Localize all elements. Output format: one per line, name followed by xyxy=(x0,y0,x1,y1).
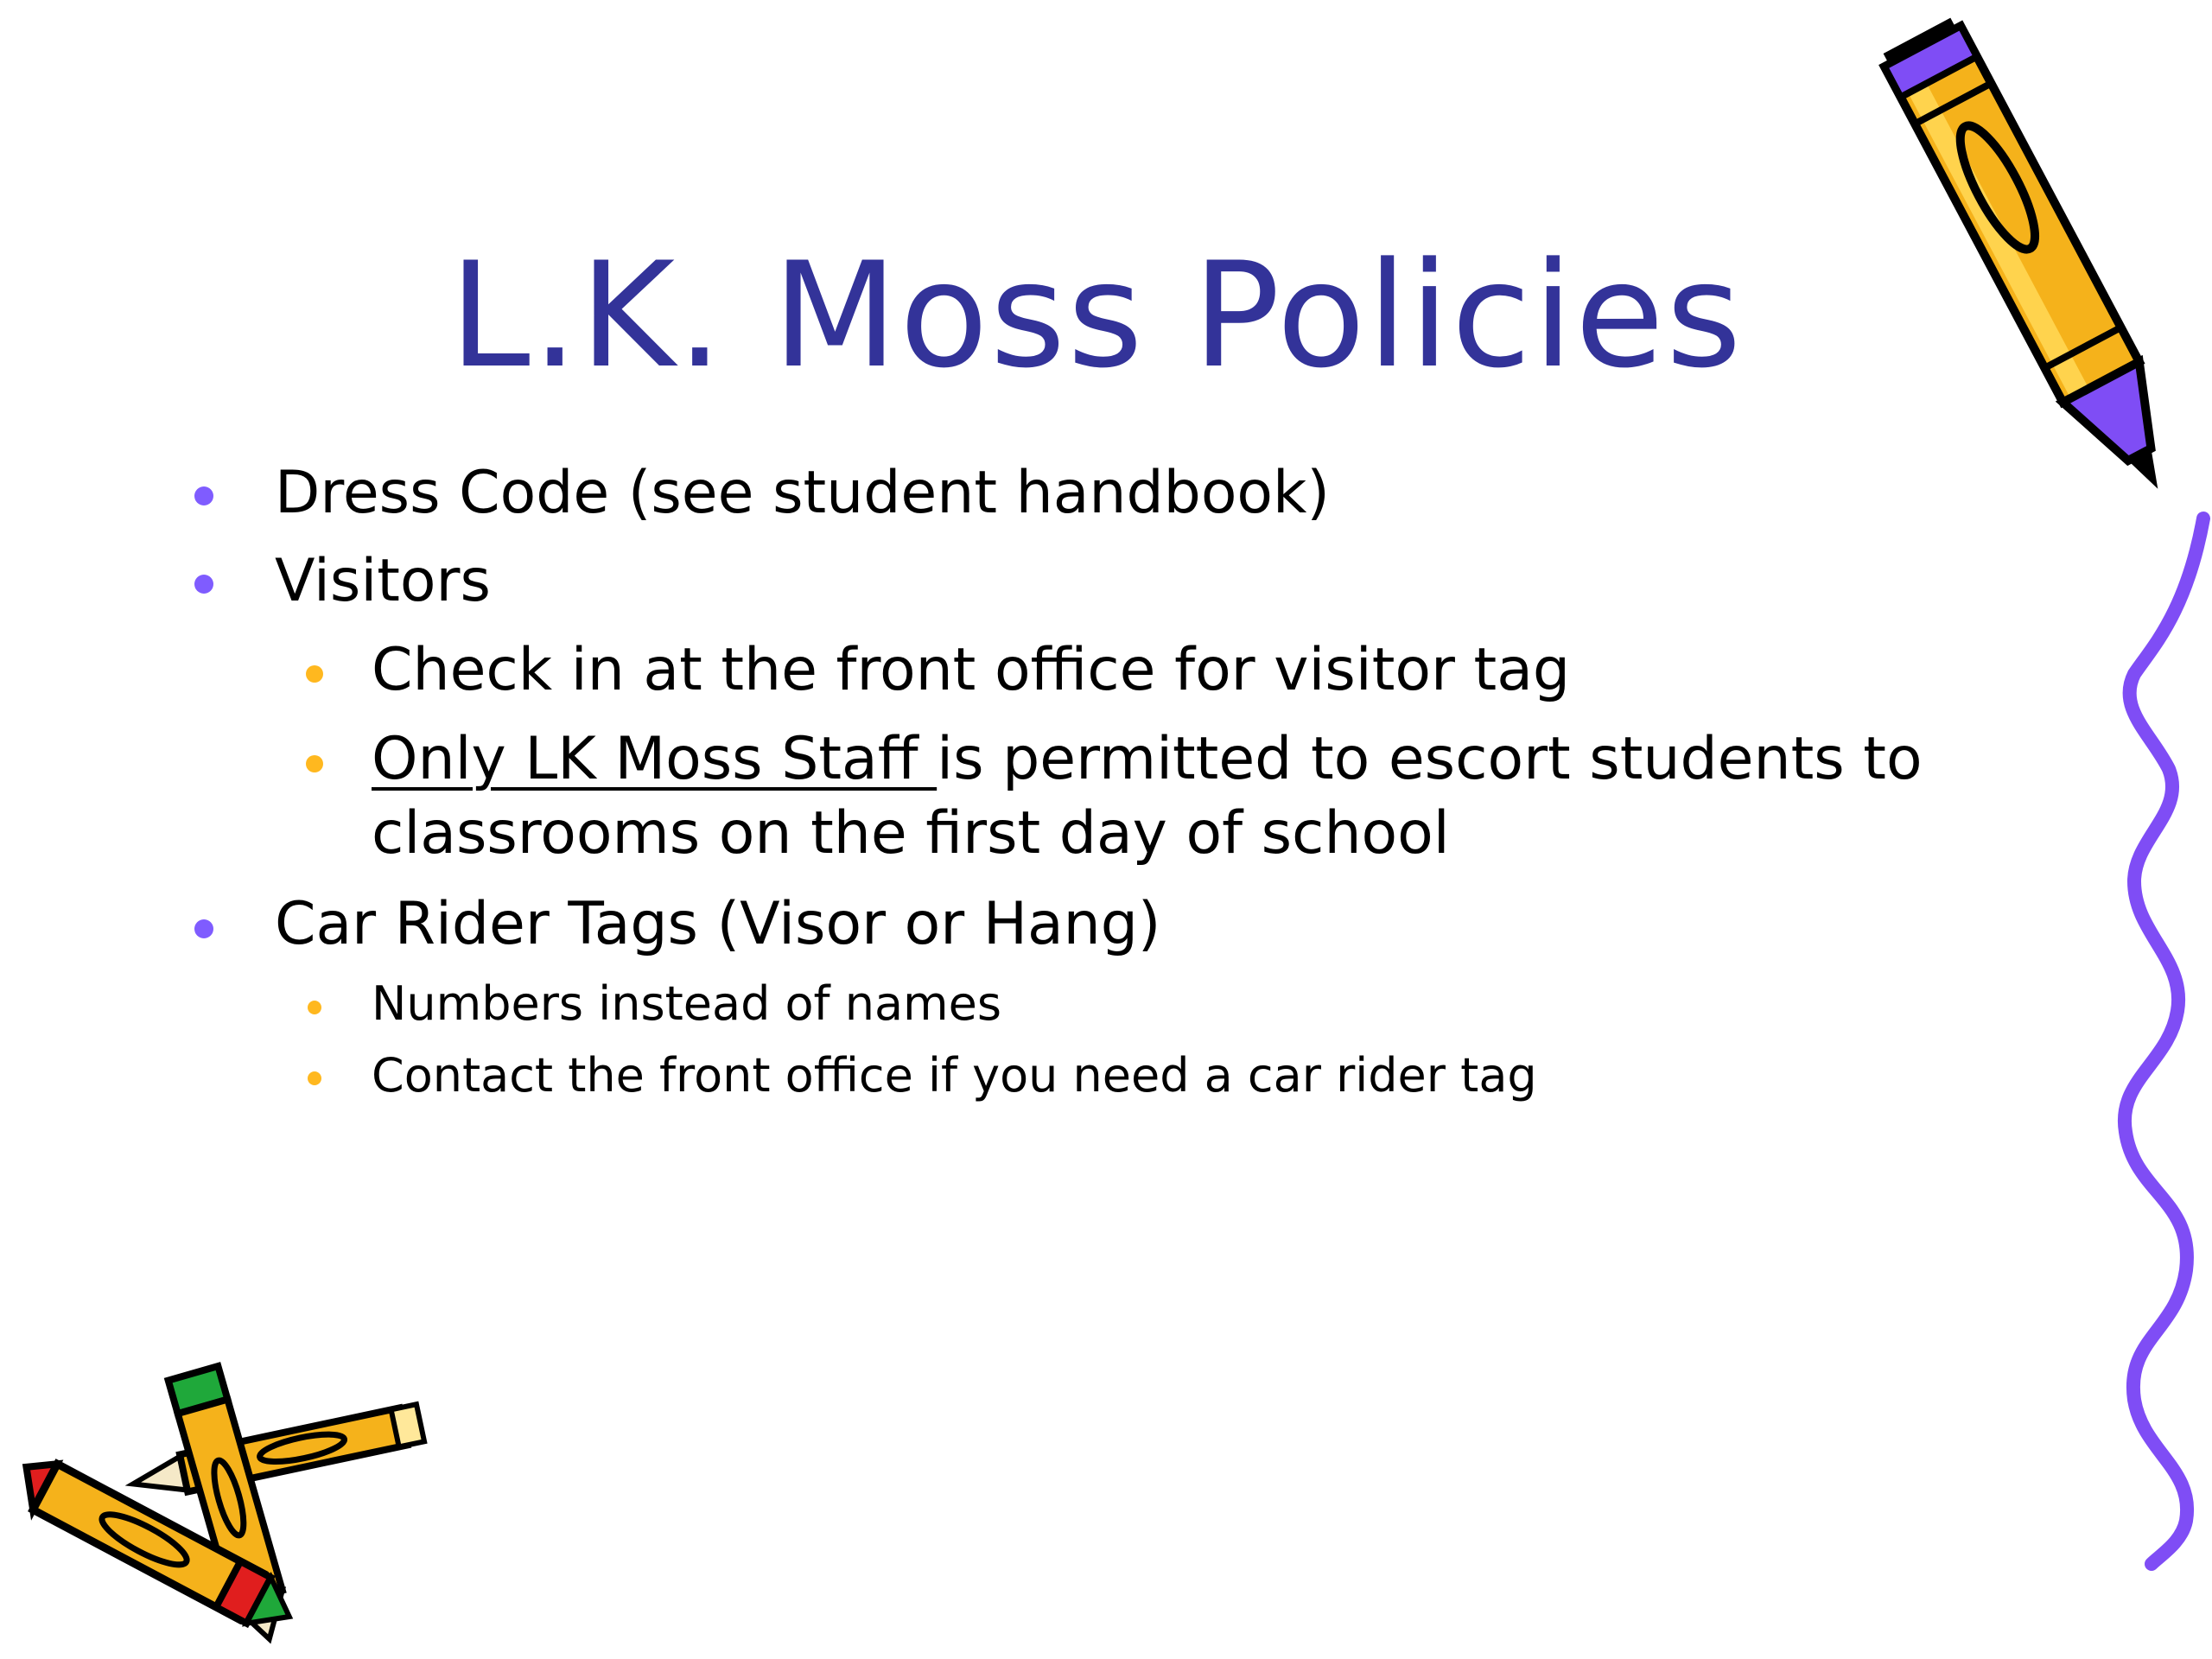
bullet-dress-code: Dress Code (see student handbook) xyxy=(275,459,1330,527)
bullet-check-in: Check in at the front office for visitor tag xyxy=(372,636,1571,704)
staff-rest-text: is permitted to escort students to xyxy=(937,725,1923,793)
bullet-contact: Contact the front office if you need a car rider tag xyxy=(372,1048,1537,1103)
squiggle-line-icon xyxy=(2100,510,2212,1573)
slide-title: L.K. Moss Policies xyxy=(449,231,1744,400)
bullet-dot xyxy=(308,1001,321,1014)
bullet-dot xyxy=(194,486,213,505)
bullet-staff-escort-line2: classrooms on the first day of school xyxy=(372,799,1450,868)
bullet-dot xyxy=(306,665,323,683)
bullet-car-rider: Car Rider Tags (Visor or Hang) xyxy=(275,890,1161,958)
bullet-dot xyxy=(194,575,213,594)
staff-underlined-text: Only LK Moss Staff xyxy=(372,725,938,793)
bullet-dot xyxy=(194,919,213,938)
bullet-visitors: Visitors xyxy=(275,547,491,615)
crayons-bottom-left-icon xyxy=(0,1339,449,1659)
bullet-staff-escort xyxy=(372,722,1923,797)
crayon-top-right-icon xyxy=(1875,0,2186,536)
bullet-numbers: Numbers instead of names xyxy=(372,976,1001,1031)
bullet-dot xyxy=(306,755,323,772)
bullet-dot xyxy=(308,1071,321,1085)
